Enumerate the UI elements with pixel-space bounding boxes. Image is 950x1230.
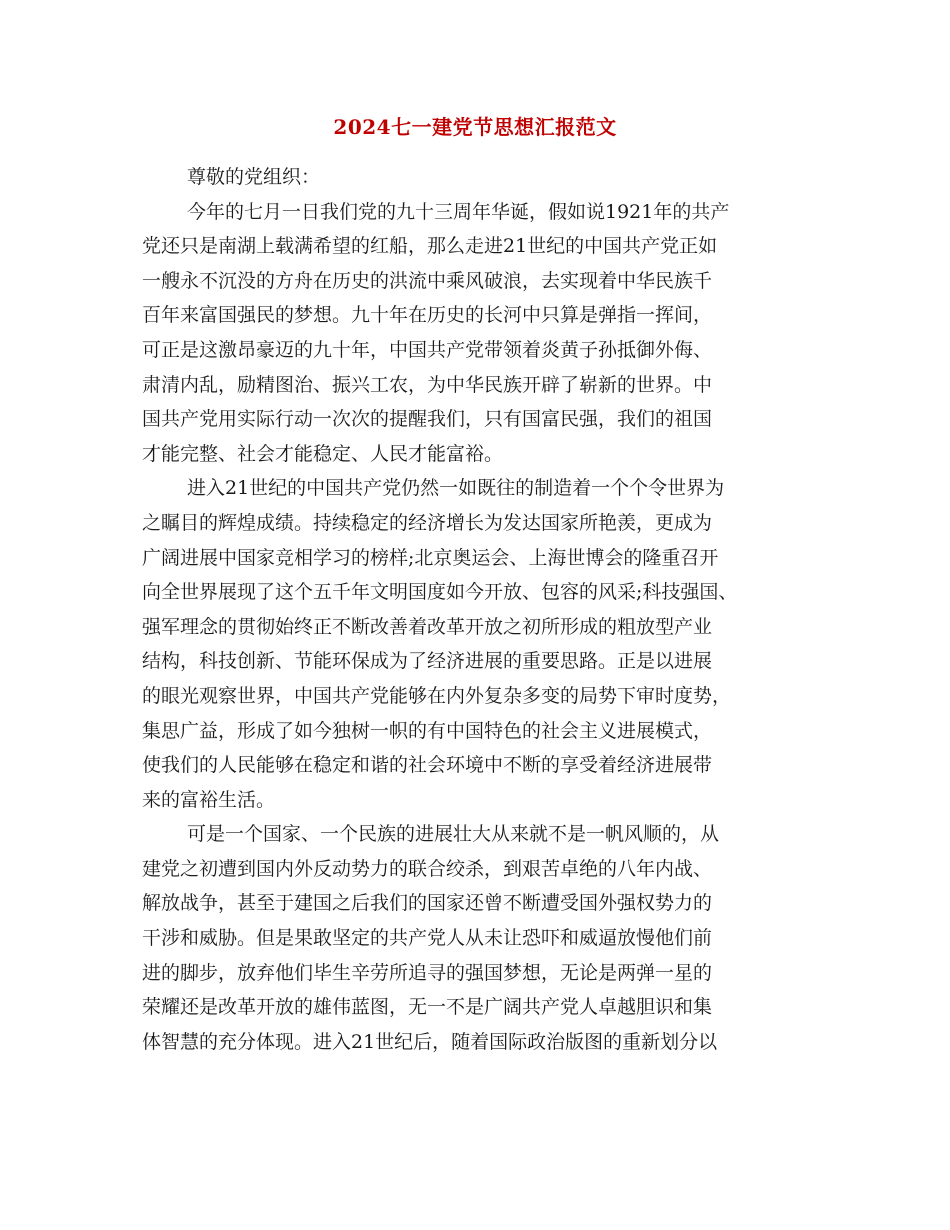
paragraph-2-line-8: 集思广益，形成了如今独树一帜的有中国特色的社会主义进展模式， [142, 719, 713, 742]
paragraph-2-line-7: 的眼光观察世界，中国共产党能够在内外复杂多变的局势下审时度势， [142, 684, 732, 707]
paragraph-1-line-7: 国共产党用实际行动一次次的提醒我们，只有国富民强，我们的祖国 [142, 408, 713, 431]
document-body [142, 160, 810, 1059]
paragraph-3-line-6: 荣耀还是改革开放的雄伟蓝图，无一不是广阔共产党人卓越胆识和集 [142, 996, 713, 1019]
paragraph-2-line-9: 使我们的人民能够在稳定和谐的社会环境中不断的享受着经济进展带 [142, 754, 713, 777]
paragraph-3-line-1: 可是一个国家、一个民族的进展壮大从来就不是一帆风顺的，从 [187, 823, 720, 846]
paragraph-2-line-4: 向全世界展现了这个五千年文明国度如今开放、包容的风采;科技强国、 [142, 581, 738, 604]
paragraph-1-line-5: 可正是这激昂豪迈的九十年，中国共产党带领着炎黄子孙抵御外侮、 [142, 338, 713, 361]
paragraph-3-line-7: 体智慧的充分体现。进入21世纪后，随着国际政治版图的重新划分以 [142, 1030, 718, 1053]
paragraph-1-line-1: 今年的七月一日我们党的九十三周年华诞，假如说1921年的共产 [187, 200, 730, 223]
paragraph-1-line-2: 党还只是南湖上载满希望的红船，那么走进21世纪的中国共产党正如 [142, 235, 718, 258]
paragraph-2-line-5: 强军理念的贯彻始终正不断改善着改革开放之初所形成的粗放型产业 [142, 615, 713, 638]
paragraph-1-line-4: 百年来富国强民的梦想。九十年在历史的长河中只算是弹指一挥间， [142, 304, 713, 327]
paragraph-3-line-3: 解放战争，甚至于建国之后我们的国家还曾不断遭受国外强权势力的 [142, 892, 713, 915]
document-title: 2024七一建党节思想汇报范文 [333, 115, 617, 139]
paragraph-3-line-2: 建党之初遭到国内外反动势力的联合绞杀，到艰苦卓绝的八年内战、 [142, 857, 713, 880]
salutation: 尊敬的党组织： [187, 166, 321, 188]
paragraph-3-line-5: 进的脚步，放弃他们毕生辛劳所追寻的强国梦想，无论是两弹一星的 [142, 961, 713, 984]
paragraph-1-line-6: 肃清内乱，励精图治、振兴工农，为中华民族开辟了崭新的世界。中 [142, 373, 713, 396]
paragraph-3-line-4: 干涉和威胁。但是果敢坚定的共产党人从未让恐吓和威逼放慢他们前 [142, 927, 713, 950]
paragraph-2-line-3: 广阔进展中国家竞相学习的榜样;北京奥运会、上海世博会的隆重召开 [142, 546, 719, 569]
paragraph-2-line-1: 进入21世纪的中国共产党仍然一如既往的制造着一个个令世界为 [187, 477, 725, 500]
paragraph-1-line-3: 一艘永不沉没的方舟在历史的洪流中乘风破浪，去实现着中华民族千 [142, 269, 713, 292]
paragraph-2-line-10: 来的富裕生活。 [142, 788, 276, 811]
paragraph-2-line-6: 结构，科技创新、节能环保成为了经济进展的重要思路。正是以进展 [142, 650, 713, 673]
paragraph-1-line-8: 才能完整、社会才能稳定、人民才能富裕。 [142, 442, 504, 465]
paragraph-2-line-2: 之瞩目的辉煌成绩。持续稳定的经济增长为发达国家所艳羡，更成为 [142, 511, 713, 534]
